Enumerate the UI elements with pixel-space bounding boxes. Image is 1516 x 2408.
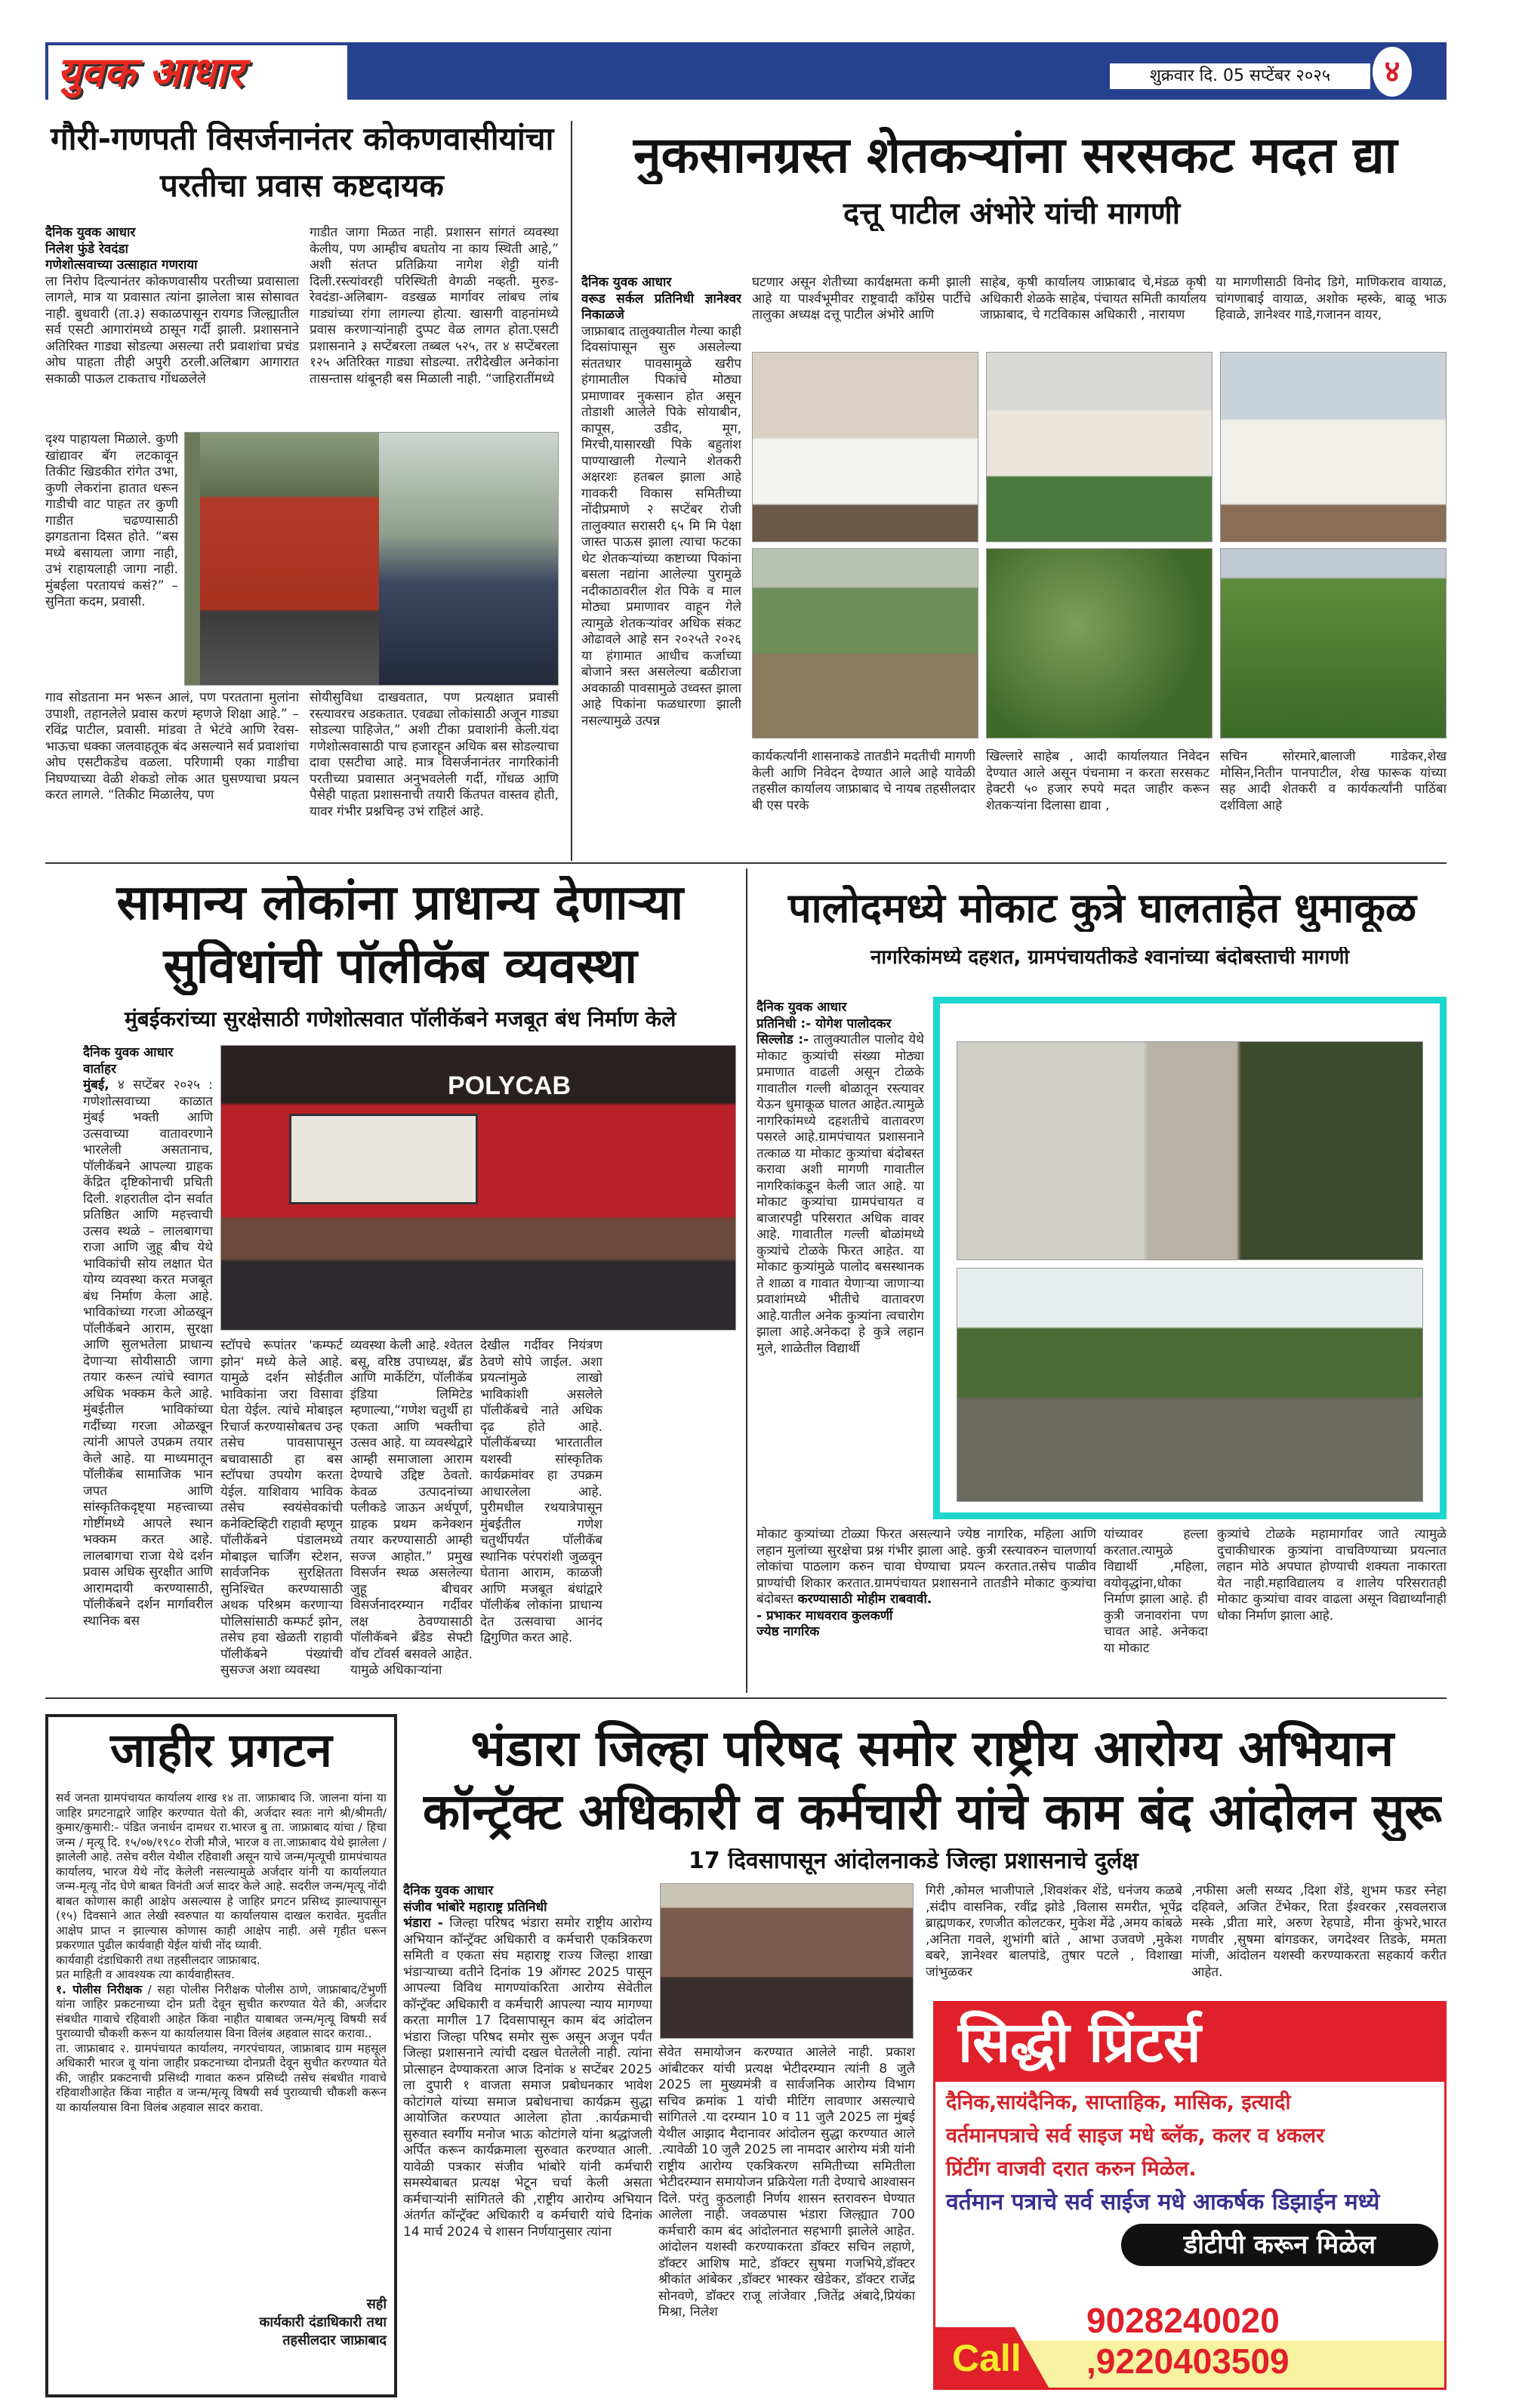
article3-headline-line2: सुविधांची पॉलीकॅब व्यवस्था	[163, 939, 637, 994]
article2-top-col-2: साहेब, कृषी कार्यालय जाफ्राबाद चे,मंडळ कृषी अधिकारी शेळके साहेब, पंचायत समिती कार्यालय जाफ्राबाद, चे गटविकास अधिकारी , नारायण	[980, 275, 1206, 322]
article3-headline-line1: सामान्य लोकांना प्राधान्य देणाऱ्या	[116, 876, 684, 931]
ad-line-2: वर्तमानपत्राचे सर्व साइज मधे ब्लॅक, कलर व ४कलर	[946, 2124, 1325, 2147]
column-divider	[571, 121, 572, 861]
article3-col-3: व्यवस्था केली आहे. श्वेतल बसू, वरिष्ठ उपाध्यक्ष, ब्रँड आणि मार्केटिंग, पॉलीकॅब इंडिया लिमिटेड म्हणाल्या,“गणेश चतुर्थी हा एकता आणि भक्तीचा उत्सव आहे. या व्यवस्थेद्वारे आम्ही समाजाला आराम देण्याचे उद्दिष्ट ठेवतो. केवळ उत्पादनांच्या पलीकडे जाऊन अर्थपूर्ण, ग्राहक प्रथम कनेक्शन तयार करण्यासाठी आम्ही सज्ज आहोत.” प्रमुख विसर्जन स्थळ असलेल्या जुहू बीचवर विसर्जनादरम्यान गर्दीवर लक्ष ठेवण्यासाठी पॉलीकॅबने ब्रँडेड सेफ्टी वॉच टॉवर्स बसवले आहेत. यामुळे अधिकाऱ्यांना	[350, 1338, 473, 1678]
dateline: मुंबई,	[83, 1078, 109, 1093]
article5-names-col-2: ,नफीसा अली सय्यद ,दिशा शेंडे, शुभम फडर स्नेहा दहिवले, अजित टेंभेकर, रिता ईश्वरकर ,रसवलराज मस्के ,प्रीता मारे, अरुण रेहपाडे, मीना कुंभरे,भारत गणवीर ,सुषमा बांगडकर, जगदेश्वर तिडके, ममता मांजी, आंदोलन यशस्वी करण्याकरता सहकार्य करीत आहेत.	[1191, 1883, 1447, 1980]
dateline: सिल्लोड :-	[756, 1032, 809, 1047]
byline-paper: दैनिक युवक आधार	[83, 1045, 174, 1060]
resident-quote	[756, 1527, 1096, 1690]
article3-subhead: मुंबईकरांच्या सुरक्षेसाठी गणेशोत्सवात पॉलीकॅबने मजबूत बंध निर्माण केले	[125, 1007, 676, 1031]
notice-paragraph: सर्व जनता ग्रामपंचायत कार्यालय शाख १४ ता. जाफ्राबाद जि. जालना यांना या जाहिर प्रगटनाद्वारे जाहिर करण्यात येतो की, अर्जदार स्वतः नागे श्री/श्रीमती/कुमार/कुमारी:- पंडित जनार्धन दामधर रा.भारज बु ता. जाफ्राबाद यांचा / हिचा जन्म / मृत्यू दि. १५/०७/१९८० रोजी मौजे, भारज व ता.जाफ्राबाद येथे झालेला / झालेली आहे. तसेच वरील येथील रहिवाशी असून याचे जन्म/मृत्यूची ग्रामपंचायत कार्यालय, भारज येथे नोंद केलेली नसल्यामुळे अर्जदार यांनी या कार्यालयात जन्म-मृत्यू नोंद घेणे बाबत विनंती अर्ज सादर केले आहे. सदरील जन्म/मृत्यू नोंदी बाबत कोणास काही आक्षेप असल्यास हे जाहिर प्रगटन प्रसिध्द झाल्यापासून (१५) दिवसाने आत लेखी स्वरुपात या कार्यालयास दाखल करावेत. मुदतीत आक्षेप प्राप्त न झाल्यास कोणास काही आक्षेप नाही. असे गृहीत धरून प्रकरणात पुढील कार्यवाही येईल यांची नोंद घ्यावी.	[56, 1791, 387, 1952]
ad-phone-numbers: 9028240020 ,9220403509	[1086, 2301, 1290, 2381]
article1-column-b: गाडीत जागा मिळत नाही. प्रशासन सांगतं व्यवस्था केलीय, पण आम्हीच बघतोय ना काय स्थिती आहे,” अशी संतप्त प्रतिक्रिया नागेश शेट्टी यांनी दिली.रस्त्यांवरही परिस्थिती वेगळी नव्हती. मुरुड-रेवदंडा-अलिबाग- वडखळ मार्गावर लांबच लांब गाड्यांच्या रांगा लागल्या होत्या. खासगी वाहनांमध्ये प्रवास करणाऱ्यांनाही दुप्पट वेळ लागत होता.एसटी प्रशासनाने ३ सप्टेंबरला तब्बल ५२५, तर ४ सप्टेंबरला १२५ अतिरिक्त गाड्या सोडल्या. तरीदेखील अनेकांना तासन्तास थांबूनही बस मिळाली नाही. “जाहिरातींमध्ये	[310, 225, 559, 387]
byline-reporter: प्रतिनिधी :- योगेश पालोदकर	[756, 1016, 892, 1031]
byline-reporter: वार्ताहर	[83, 1061, 116, 1077]
article5-subhead: 17 दिवसापासून आंदोलनाकडे जिल्हा प्रशासनाचे दुर्लक्ष	[689, 1848, 1139, 1874]
polycab-stall-photo	[220, 1045, 736, 1330]
notice-body	[56, 1791, 387, 2289]
article1-column-narrow: दृश्य पाहायला मिळाले. कुणी खांद्यावर बॅग लटकावून तिकीट खिडकीत रांगेत उभा, कुणी लेकरांना हातात धरून गाडीची वाट पाहत तर कुणी गाडीत चढण्यासाठी झगडताना दिसत होते. “बस मध्ये बसायला जागा नाही, उभं राहायलाही जागा नाही. मुंबईला परतायचं कसं?” – सुनिता कदम, प्रवासी.	[45, 432, 178, 609]
byline-paper: दैनिक युवक आधार	[45, 225, 136, 240]
article2-top-col-1: घटणार असून शेतीच्या कार्यक्षमता कमी झाली आहे या पार्श्वभूमीवर राष्ट्रवादी कॉंग्रेस पार्टीचे तालुका अध्यक्ष दत्तू पाटील अंभोरे आणि	[752, 275, 971, 322]
article2-headline: नुकसानग्रस्त शेतकऱ्यांना सरसकट मदत द्या	[633, 127, 1397, 184]
article2-text: जाफ्राबाद तालुक्यातील गेल्या काही दिवसांपासून सुरु असलेल्या संततधार पावसामुळे खरीप हंगामातील पिकांचे मोठ्या प्रमाणावर नुकसान होत असून तोडाशी आलेले पिके सोयाबीन, कापूस, उडीद, मूग, मिरची,यासारखी पिके बहुतांश पाण्याखाली गेल्याने शेतकरी अक्षरशः हतबल झाला आहे गावकरी विकास समितीच्या नोंदीप्रमाणे २ सप्टेंबर रोजी तालुक्यात सरासरी ६५ मि मि पेक्षा जास्त पाऊस झाला त्याचा फटका थेट शेतकऱ्यांच्या कष्टाच्या पिकांना बसला नद्यांना आलेल्या पुरामुळे नदीकाठावरील शेत पिके व माल मोठ्या प्रमाणावर वाहून गेले त्यामुळे शेतकऱ्यांवर अधिक संकट ओढावले आहे सन २०२५ते २०२६ या हंगामात आधीच कर्जाच्या बोजाने त्रस्त असलेल्या बळीराजा अवकाळी पावसामुळे उध्वस्त झाला आहे पिकांना फळधारणा झाली नसल्यामुळे उत्पन्न	[581, 323, 741, 729]
dogs-street-photo	[957, 1041, 1423, 1260]
ad-line-1: दैनिक,सायंदैनिक, साप्ताहिक, मासिक, इत्यादी	[946, 2091, 1291, 2114]
flooded-field-photo-1	[752, 548, 978, 738]
byline-paper: दैनिक युवक आधार	[756, 1000, 847, 1015]
section-divider	[45, 1697, 1447, 1699]
article2-bottom-col-3: सचिन सोरमारे,बालाजी गाडेकर,शेख मोसिन,नितीन पानपाटील, शेख फारूक यांच्या सह आदी शेतकरी व कार्यकर्त्यांनी पाठिंबा दर्शविला आहे	[1220, 749, 1447, 813]
flooded-field-photo-2	[986, 548, 1212, 738]
article5-headline-line2: कॉन्ट्रॅक्ट अधिकारी व कर्मचारी यांचे काम बंद आंदोलन सुरू	[423, 1784, 1442, 1841]
page-number: ४	[1373, 47, 1412, 97]
notice-signature	[56, 2295, 387, 2350]
crowd-photo	[379, 433, 558, 685]
quote-author-role: ज्येष्ठ नागरिक	[756, 1624, 820, 1639]
quote-emphasis: करण्यासाठी मोहीम राबवावी.	[797, 1592, 932, 1607]
quote-text: मोकाट कुत्र्यांच्या टोळ्या फिरत असल्याने ज्येष्ठ नागरिक, महिला आणि लहान मुलांच्या सुरक्षेचा प्रश्न गंभीर झाला आहे. कुत्री रस्त्यावरुन चालणार्या लोकांचा पाठलाग करुन चावा घेण्याचा प्रयत्न करतात.तसेच पाळीव प्राण्यांची शिकार करतात.ग्रामपंचायत प्रशासनाने तातडीने मोकाट कुत्र्यांचा बंदोबस्त	[756, 1527, 1096, 1607]
memorandum-photo-2	[986, 352, 1212, 542]
protest-photo	[660, 1883, 914, 2039]
article1-column-a	[45, 225, 299, 430]
ad-call-label: Call	[952, 2337, 1021, 2379]
article4-headline: पालोदमध्ये मोकाट कुत्रे घालताहेत धुमाकूळ	[788, 885, 1417, 932]
byline-paper: दैनिक युवक आधार	[581, 275, 672, 290]
issue-date: शुक्रवार दि. 05 सप्टेंबर २०२५	[1110, 63, 1370, 89]
article2-byline-column	[581, 275, 741, 858]
article4-text: तालुक्यातील पालोद येथे मोकाट कुत्र्यांची संख्या मोठ्या प्रमाणात वाढली असून टोळके गावातील गल्ली बोळातून रस्त्यावर येऊन धुमाकूळ घालत आहेत.त्यामुळे नागरिकांमध्ये दहशतीचे वातावरण पसरले आहे.ग्रामपंचायत प्रशासनाने तत्काळ या मोकाट कुत्र्यांचा बंदोबस्त करावा अशी मागणी गावातील नागरिकांकडून केली जात आहे. या मोकाट कुत्र्यांचा ग्रामपंचायत व बाजारपट्टी परिसरात अधिक वावर आहे. गावातील गल्ली बोळांमध्ये कुत्र्यांचे टोळके फिरत आहेत. या मोकाट कुत्र्यांमुळे पालोद बसस्थानक ते शाळा व गावात येणाऱ्या जाणाऱ्या प्रवाशांमध्ये भीतीचे वातावरण आहे.यातील अनेक कुत्र्यांना त्वचारोग झाला आहे.अनेकदा हे कुत्रे लहान मुले, शाळेतील विद्यार्थी	[756, 1032, 924, 1356]
article5-names-col-1: गिरी ,कोमल भाजीपाले ,शिवशंकर शेंडे, धनंजय कळबे ,संदीप वासनिक, रवींद्र झोडे ,विलास समरीत, भूपेंद्र ब्राह्मणकर, रणजीत कोलटकर, मुकेश मेंढे ,अमय कांबळे ,अनिता गवले, शुभांगी बांते , आभा उजवणे ,मुकेश बबरे, ज्ञानेश्वर बालपांडे, तुषार पटले , विशाखा जांभुळकर	[926, 1883, 1182, 1980]
article1-column-d: सोयीसुविधा दाखवतात, पण प्रत्यक्षात प्रवासी रस्त्यावरच अडकतात. एवढ्या लोकांसाठी अजून गाड्या सोडल्या पाहिजेत,” अशी टीका प्रवाशांनी केली.यंदा गणेशोत्सवासाठी पाच हजारहून अधिक बस सोडल्याचा दावा एसटीचा आहे. मात्र विसर्जनानंतर नागरिकांनी परतीच्या प्रवासात अनुभवलेली गर्दी, गोंधळ आणि पैसेही पाहता प्रशासनाची तयारी किंतपत वास्तव होती, यावर गंभीर प्रश्नचिन्ह उभं राहिलं आहे.	[310, 690, 559, 819]
newspaper-logo: युवक आधार	[48, 45, 347, 100]
memorandum-photo-1	[752, 352, 978, 542]
signatory-title: कार्यकारी दंडाधिकारी तथा	[259, 2314, 387, 2330]
notice-title: जाहीर प्रगटन	[110, 1723, 332, 1777]
article3-col-4: देखील गर्दीवर नियंत्रण ठेवणे सोपे जाईल. अशा प्रयत्नांमुळे लाखो भाविकांशी असलेले पॉलीकॅबचे नाते अधिक दृढ होते आहे. पॉलीकॅबच्या भारतातील यशस्वी सांस्कृतिक कार्यक्रमांवर हा उपक्रम आधारलेला आहे. पुरीमधील रथयात्रेपासून मुंबईतील गणेश चतुर्थीपर्यंत पॉलीकॅब स्थानिक परंपरांशी जुळवून घेताना आराम, काळजी आणि मजबूत बंधांद्वारे पॉलीकॅब लोकांना प्राधान्य देत उत्सवाचा आनंद द्विगुणित करत आहे.	[480, 1338, 602, 1645]
article3-byline-column	[83, 1045, 213, 1687]
quote-author: - प्रभाकर माधवराव कुलकर्णी	[756, 1608, 893, 1623]
siddhi-printers-ad	[933, 2001, 1447, 2390]
column-divider	[746, 868, 747, 1693]
dogs-roadside-photo	[957, 1268, 1423, 1502]
article3-text: ४ सप्टेंबर २०२५ : गणेशोत्सवाच्या काळात मुंबई भक्ती आणि उत्सवाच्या वातावरणाने भारलेली असतानाच, पॉलीकॅबने आपल्या ग्राहक केंद्रित दृष्टिकोनाची प्रचिती दिली. शहरातील दोन सर्वात प्रतिष्ठित आणि महत्त्वाची उत्सव स्थळे – लालबागचा राजा आणि जुहू बीच येथे भाविकांची सोय लक्षात घेत योग्य व्यवस्था करत मजबूत बंध निर्माण केला आहे. भाविकांच्या गरजा ओळखून पॉलीकॅबने आराम, सुरक्षा आणि सुलभतेला प्राधान्य देणाऱ्या सोयीसाठी जागा तयार करून त्यांचे स्वागत अधिक भक्कम केले आहे. मुंबईतील भाविकांच्या गर्दीच्या गरजा ओळखून त्यांनी आपले उपक्रम तयार केले आहे. या माध्यमातून पॉलीकॅब सामाजिक भान जपत आणि सांस्कृतिकदृष्ट्या महत्त्वाच्या गोष्टींमध्ये आपले स्थान भक्कम करत आहे. लालबागचा राजा येथे दर्शन प्रवास अधिक सुरक्षीत आणि आरामदायी करण्यासाठी, पॉलीकॅबने दर्शन मार्गावरील स्थानिक बस	[83, 1078, 213, 1629]
signature-label: सही	[366, 2296, 387, 2312]
article4-subhead: नागरिकांमध्ये दहशत, ग्रामपंचायतीकडे श्वानांच्या बंदोबस्ताची मागणी	[870, 947, 1350, 969]
byline-reporter: संजीव भांबोरे महाराष्ट्र प्रतिनिधी	[403, 1899, 547, 1915]
ad-dtp-pill: डीटीपी करून मिळेल	[1121, 2224, 1438, 2266]
article5-text: जिल्हा परिषद भंडारा समोर राष्ट्रीय आरोग्य अभियान कॉन्ट्रॅक्ट अधिकारी व कर्मचारी एकत्रिकरण समिती व एकता संघ महाराष्ट्र राज्य जिल्हा शाखा भंडाऱ्याच्या वतीने दिनांक 19 ऑगस्ट 2025 पासून आपल्या विविध मागण्यांकरिता आरोग्य सेवेतील कॉन्ट्रॅक्ट अधिकारी व कर्मचारी आपल्या न्याय मागण्या करता मागील 17 दिवसापासून काम बंद आंदोलन भंडारा जिल्हा परिषद समोर सुरू असून अजून पर्यंत जिल्हा प्रशासनाने त्यांची दखल घेतलेली नाही. त्यांना प्रोत्साहन देण्याकरता आज दिनांक ४ सप्टेंबर 2025 ला दुपारी १ वाजता समाज प्रबोधनकार भावेश कोटांगले यांच्या समाज प्रबोधनाचा कार्यक्रम सुद्धा आयोजित करण्यात आलेला होता .कार्यक्रमाची सुरुवात स्वर्गीय मनोज भाऊ कोटांगले यांना श्रद्धांजली अर्पित करून कार्यक्रमाला सुरुवात करण्यात आली. यावेळी पत्रकार संजीव भांबोरे यांनी कर्मचारी समस्येबाबत प्रत्यक्ष भेटून चर्चा केली असता कर्मचाऱ्यांनी सांगितले की ,राष्ट्रीय आरोग्य अभियान अंतर्गत कॉन्ट्रॅक्ट अधिकारी व कर्मचारी यांचे दिनांक 14 मार्च 2024 चे शासन निर्णयानुसार त्यांना	[403, 1916, 652, 2240]
article1-column-c: गाव सोडताना मन भरून आलं, पण परतताना मुलांना उपाशी, तहानलेले प्रवास करणं म्हणजे शिक्षा आहे.” – रविंद्र पाटील, प्रवासी. मांडवा ते भेटंवे आणि रेवस-भाऊचा धक्का जलवाहतूक बंद असल्याने सर्व प्रवाशांचा ओघ एसटीकडेच वळला. परिणामी एका गाडीचा निघण्याच्या वेळी शेकडो लोक आत घुसण्याचा प्रयत्न करत लागले. “तिकीट मिळालेय, पण	[45, 690, 299, 803]
article2-bottom-col-2: खिल्लारे साहेब , आदी कार्यालयात निवेदन देण्यात आले असून पंचनामा न करता सरसकट हेक्टरी ५० हजार रुपये मदत जाहीर करून शेतकऱ्यांना दिलासा द्यावा ,	[986, 749, 1209, 813]
ad-line-3: प्रिंटींग वाजवी दरात करुन मिळेल.	[946, 2157, 1197, 2181]
article5-middle-column: सेवेत समायोजन करण्यात आलेले नाही. प्रकाश आंबीटकर यांची प्रत्यक्ष भेटीदरम्यान त्यांनी 8 जुलै 2025 ला मुख्यमंत्री व सार्वजनिक आरोग्य विभाग सचिव क्रमांक 1 यांची मीटिंग लावणार असल्याचे सांगितले .या दरम्यान 10 व 11 जुलै 2025 ला मुंबई येथील आझाद मैदानावर आंदोलन सुद्धा करण्यात आले .त्यावेळी 10 जुलै 2025 ला नामदार आरोग्य मंत्री यांनी राष्ट्रीय आरोग्य एकत्रिकरण समितीच्या समितीला भेटीदरम्यान समायोजन प्रक्रियेला गती देण्याचे आश्वासन दिले. परंतु कुठलाही निर्णय शासन स्तरावरुन घेण्यात आलेला नाही. जवळपास भंडारा जिल्ह्यात 700 कर्मचारी काम बंद आंदोलनात सहभागी झालेले आहेत. आंदोलन यशस्वी करण्याकरता डॉक्टर सचिन लहाणे, डॉक्टर आशिष माटे, डॉक्टर सुषमा गजभिये,डॉक्टर श्रीकांत आंबेकर ,डॉक्टर भास्कर खेडेकर, डॉक्टर राजेंद्र सोनवणे, डॉक्टर राजू लांजेवार ,जितेंद्र अंबादे,प्रियंका मिश्रा, निलेश	[658, 2045, 915, 2320]
memorandum-photo-3	[1220, 352, 1447, 542]
article1-text: ला निरोप दिल्यानंतर कोकणवासीय परतीच्या प्रवासाला लागले, मात्र या प्रवासात त्यांना झालेला त्रास सोसावत नाही. बुधवारी (ता.३) सकाळपासून रायगड जिल्ह्यातील सर्व एसटी आगारांमध्ये ठासून गर्दी झाली. प्रशासनाने अतिरिक्त गाड्या सोडल्या असल्या तरी प्रवाशांचा प्रचंड ओघ पाहता तीही अपुरी ठरली.अलिबाग आगारात सकाळी पाऊल टाकताच गोंधळलेले	[45, 273, 299, 387]
article5-headline-line1: भंडारा जिल्हा परिषद समोर राष्ट्रीय आरोग्य अभियान	[470, 1720, 1394, 1777]
signatory-office: तहसीलदार जाफ्राबाद	[282, 2332, 387, 2348]
dateline: भंडारा -	[403, 1916, 443, 1931]
article1-headline-line2: परतीचा प्रवास कष्टदायक	[160, 168, 444, 204]
article2-bottom-col-1: कार्यकर्त्यांनी शासनाकडे तातडीने मदतीची मागणी केली आणि निवेदन देण्यात आले आहे यावेळी तहसील कार्यालय जाफ्राबाद चे नायब तहसीलदार बी एस परके	[752, 749, 975, 813]
byline-paper: दैनिक युवक आधार	[403, 1883, 494, 1898]
article4-col-3: कुत्र्यांचे टोळके महामार्गावर जाते त्यामुळे दुचाकीधारक कुत्र्यांना वाचविण्याच्या प्रयत्नात लहान मोठे अपघात होण्याची शक्यता नाकारता येत नाही.महाविद्यालय व शालेय परिसरातही मोकाट कुत्र्यांचा वावर वाढला असून विद्यार्थ्यांनाही धोका निर्माण झाला आहे.	[1217, 1527, 1447, 1623]
byline-reporter: निलेश फुंडे रेवदंडा	[45, 241, 128, 257]
article4-col-2: यांच्यावर हल्ला करतात.त्यामुळे विद्यार्थी ,महिला, वयोवृद्धांना,धोका निर्माण झाला आहे. ही कुत्री जनावरांना पण चावत आहे. अनेकदा या मोकाट	[1104, 1527, 1208, 1656]
article1-headline-line1: गौरी-गणपती विसर्जनानंतर कोकणवासीयांचा	[51, 121, 554, 157]
notice-line: कार्यवाही दंडाधिकारी तथा तहसीलदार जाफ्राबाद.	[56, 1953, 260, 1967]
notice-item: / सहा पोलीस निरीक्षक पोलीस ठाणे, जाफ्राबाद/टेंभुर्णी यांना जाहिर प्रकटनाच्या दोन प्रती देवून सुचीत करण्यात येते की, अर्जदार संबधीत गावाचे रहिवाशी आहेत किंवा नाहीत याबाबत जन्म/मृत्यू विषयी सर्व पुराव्याची चौकशी करून या कार्यालयास विना विलंब अहवाल सादर करावा..	[56, 1982, 387, 2040]
article5-byline-column	[403, 1883, 652, 2397]
bus-stand-photo	[184, 432, 559, 686]
stall-display	[289, 1114, 478, 1204]
stray-dogs-photo-frame	[933, 997, 1447, 1519]
byline-reporter: वरूड सर्कल प्रतिनिधी ज्ञानेश्वर निकाळजे	[581, 291, 741, 322]
notice-item: ता. जाफ्राबाद २. ग्रामपंचायत कार्यालय, नगरपंचायत, जाफ्राबाद ग्राम महसूल अधिकारी भारज वू यांना जाहीर प्रकटनाच्या दोनप्रती देवून सुचीत करण्यात येते की, जाहीर प्रकटनाची प्रसिध्दी गावात करुन प्रसिध्दी तसेच संबधीत गावाचे रहिवाशीआहेत किंवा नाहीत व जन्म/मृत्यू विषयी सर्व पुराव्याची चौकशी करून या कार्यालयास विना विलंब अहवाल सादर करावा.	[56, 2041, 387, 2114]
polycab-sign: POLYCAB	[448, 1071, 572, 1100]
article4-byline-column	[756, 1000, 924, 1521]
notice-item-label: १. पोलीस निरीक्षक	[56, 1982, 142, 1996]
ad-line-4: वर्तमान पत्राचे सर्व साईज मधे आकर्षक डिझाईन मध्ये	[946, 2189, 1380, 2215]
ad-title: सिद्धी प्रिंटर्स	[935, 2003, 1444, 2082]
byline-lead: गणेशोत्सवाच्या उत्साहात गणराया	[45, 257, 198, 273]
notice-line: प्रत माहिती व आवश्यक त्या कार्यवाहीस्तव.	[56, 1968, 235, 1981]
flooded-field-photo-3	[1220, 548, 1447, 738]
section-divider	[45, 862, 1447, 864]
public-notice-box	[45, 1714, 397, 2397]
article2-subhead: दत्तू पाटील अंभोरे यांची मागणी	[843, 196, 1181, 231]
article2-top-col-3: या मागणीसाठी विनोद डिगे, माणिकराव वायाळ, चांगणाबाई वायाळ, अशोक म्हस्के, बाळू भाऊ हिवाळे, ज्ञानेश्वर गाडे,गजानन वायर,	[1216, 275, 1447, 322]
article3-col-2: स्टॉपचे रूपांतर 'कम्फर्ट झोन' मध्ये केले आहे. यामुळे दर्शन सोईतील भाविकांना जरा विसावा घेता येईल. त्यांचे मोबाइल रिचार्ज करण्यासोबतच उन्ह तसेच पावसापासून बचावासाठी हा बस स्टॉपचा उपयोग करता येईल. याशिवाय भाविक तसेच स्वयंसेवकांची कनेक्टिव्हिटी राहावी म्हणून पॉलीकॅबने पंडालमध्ये मोबाइल चार्जिंग स्टेशन, सार्वजनिक सुरक्षितता सुनिश्चित करण्यासाठी अथक परिश्रम करणाऱ्या पोलिसांसाठी कम्फर्ट झोन, तसेच हवा खेळती राहावी पॉलीकॅबने पंख्यांची सुसज्ज अशा व्यवस्था	[220, 1338, 343, 1678]
